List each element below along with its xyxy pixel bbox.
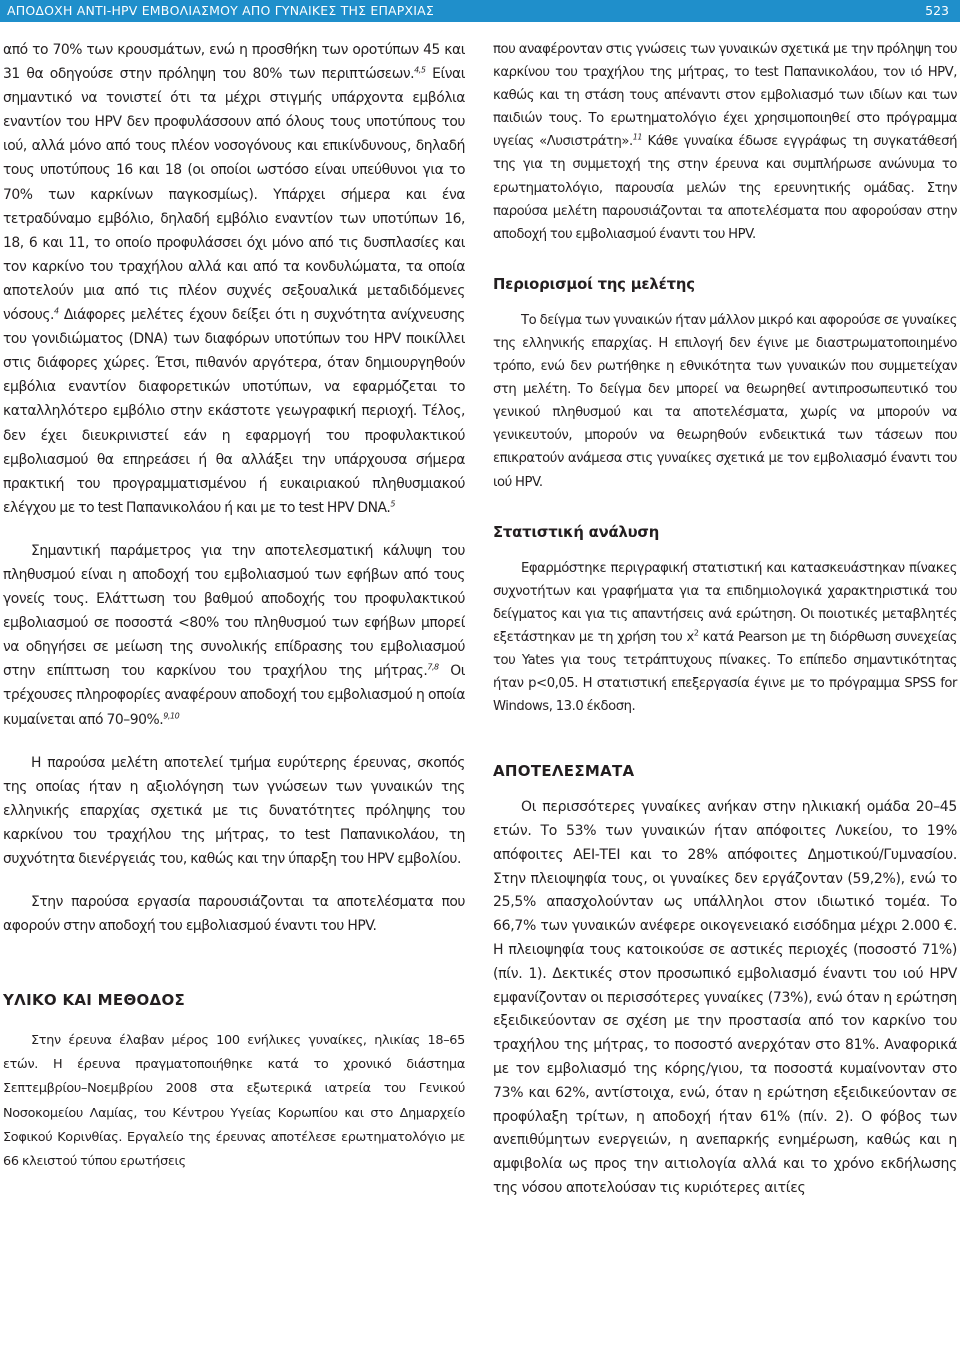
paragraph-statistics: Εφαρμόστηκε περιγραφική στατιστική και κατασκευάστηκαν πίνακες συχνοτήτων και γραφήματα για τα επιδημιολογικά χαρακτηριστικά του δείγματος και για τις απαντήσεις ανά ερώτηση. Οι ποιοτικές μεταβλητές εξετάστηκαν με τη χρήση του $x^2$ κατά Pearson με τη διόρθωση συνεχείας του Yates για τους τετράπτυχους πίνακες. Το επίπεδο σημαντικότητας ήταν p<0,05. Η στατιστική επεξεργασία έγινε με το πρόγραμμα SPSS for Windows, 13.0 έκδοση.	[493, 560, 957, 715]
paragraph-study-scope: Στην παρούσα εργασία παρουσιάζονται τα αποτελέσματα που αφορούν στην αποδοχή του εμβολιασμού έναντι του HPV.	[3, 894, 465, 935]
paragraph-results: Οι περισσότερες γυναίκες ανήκαν στην ηλικιακή ομάδα 20–45 ετών. Το 53% των γυναικών ήταν απόφοιτες Λυκείου, το 19% απόφοιτες ΑΕΙ-ΤΕΙ και το 28% απόφοιτες Δημοτικού/Γυμνασίου. Στην πλειοψηφία τους, οι γυναίκες δεν εργάζονταν (59,2%), ενώ το 25,5% απασχολούνταν ως υπάλληλοι στον ιδιωτικό τομέα. Το 66,7% των γυναικών ανέφερε οικογενειακό εισόδημα μέχρι 2.000 €. Η πλειοψηφία τους κατοικούσε σε αστικές περιοχές (ποσοστό 71%) (πίν. 1). Δεκτικές στον προσωπικό εμβολιασμό έναντι του ιού HPV εμφανίζονταν οι περισσότερες γυναίκες (73%), ενώ όταν η ερώτηση εξειδικεύονταν σε σχέση με την προστασία από τον καρκίνο του τραχήλου της μήτρας, το ποσοστό ανερχόταν στο 81%. Αναφορικά με τον εμβολιασμό της κόρης/γιου, τα ποσοστά κυμαίνονταν στο 73% και 62%, αντίστοιχα, ενώ, όταν η ερώτηση εξειδικεύονταν σε προφύλαξη τρίτων, η αποδοχή ήταν 61% (πίν. 2). Ο φόβος των ανεπιθύμητων ενεργειών, η ανεπαρκής ενημέρωση, καθώς και η αμφιβολία ως προς την αιτιολογία αλλά και το χρόνο εκδήλωσης της νόσου αποτελούσαν τις κυριότερες αιτίες	[493, 799, 957, 1196]
left-column	[3, 38, 465, 1174]
paragraph-acceptance: Σημαντική παράμετρος για την αποτελεσματική κάλυψη του πληθυσμού είναι η αποδοχή του εμβολιασμού των εφήβων από τους γονείς τους. Ελάττωση του βαθμού αποδοχής του προφυλακτικού εμβολιασμού σε ποσοστά <80% του πληθυσμού των εφήβων μπορεί να οδηγήσει σε μείωση της συνολικής επίδρασης του εμβολιασμού στην επίπτωση του καρκίνου του τραχήλου της μήτρας.$^{7,8}$ Οι τρέχουσες πληροφορίες αναφέρουν αποδοχή του εμβολιασμού η οποία κυμαίνεται από 70–90%.$^{9,10}$	[3, 542, 465, 728]
superscript: 2	[693, 628, 699, 638]
paragraph-limitations: Το δείγμα των γυναικών ήταν μάλλον μικρό και αφορούσε σε γυναίκες της ελληνικής επαρχίας. Η επιλογή δεν έγινε με διαστρωματοποιημένο τρόπο, ενώ δεν ρωτήθηκε η εθνικότητα των γυναικών που συμμετείχαν στη μελέτη. Το δείγμα δεν μπορεί να θεωρηθεί αντιπροσωπευτικό του γενικού πληθυσμού και τα αποτελέσματα, χωρίς να μπορούν να γενικευτούν, μπορούν να θεωρηθούν ενδεικτικά των τάσεων που επικρατούν ανάμεσα στις γυναίκες σχετικά με τον εμβολιασμό έναντι του ιού HPV.	[493, 312, 957, 490]
right-column	[493, 38, 957, 1201]
running-title: ΑΠΟΔΟΧΗ ΑΝΤΙ-HPV ΕΜΒΟΛΙΑΣΜΟΥ ΑΠΟ ΓΥΝΑΙΚΕΣ ΤΗΣ ΕΠΑΡΧΙΑΣ	[7, 3, 435, 18]
paragraph-methods: Στην έρευνα έλαβαν μέρος 100 ενήλικες γυναίκες, ηλικίας 18–65 ετών. Η έρευνα πραγματοποιήθηκε κατά το χρονικό διάστημα Σεπτεμβρίου–Νοεμβρίου 2008 στα εξωτερικά ιατρεία του Γενικού Νοσοκομείου Λαμίας, του Κέντρου Υγείας Κορωπίου και στο Δημαρχείο Σοφικού Κορινθίας. Εργαλείο της έρευνας αποτέλεσε ερωτηματολόγιο με 66 κλειστού τύπου ερωτήσεις	[3, 1033, 465, 1169]
citation: 4,5	[414, 65, 426, 75]
section-heading-limitations: Περιορισμοί της μελέτης	[493, 275, 695, 293]
paragraph-intro-vaccines: από το 70% των κρουσμάτων, ενώ η προσθήκη των οροτύπων 45 και 31 θα οδηγούσε στην πρόληψη του 80% των περιπτώσεων.$^{4,5}$ Είναι σημαντικό να τονιστεί ότι τα μέχρι στιγμής υπάρχοντα εμβόλια εναντίον του HPV δεν προφυλάσσουν από όλους τους υποτύπους του ιού, αλλά μόνο από τους πλέον νοσογόνους και επικίνδυνους, δηλαδή τους υποτύπους 16 και 18 (οι οποίοι ωστόσο είναι υπεύθυνοι για το 70% των καρκίνων παγκοσμίως). Υπάρχει σήμερα και ένα τετραδύναμο εμβόλιο, δηλαδή εμβόλιο εναντίον των υποτύπων 16, 18, 6 και 11, το οποίο προφυλάσσει όχι μόνο από τις δυσπλασίες και τον καρκίνο του τραχήλου αλλά και από τα κονδυλώματα, τα οποία αποτελούν μια από τις πλέον συχνές σεξουαλικά μεταδιδόμενες νόσους.$^4$ Διάφορες μελέτες έχουν δείξει ότι η συχνότητα ανίχνευσης του γονιδιώματος (DNA) των διαφόρων υποτύπων του HPV ποικίλλει στις διάφορες χώρες. Έτσι, πιθανόν αργότερα, όταν δημιουργηθούν εμβόλια εναντίον διαφορετικών υποτύπων, να εφαρμόζεται το καταλληλότερο εμβόλιο στην εκάστοτε γεωγραφική περιοχή. Τέλος, δεν έχει διευκρινιστεί εάν η εφαρμογή του προφυλακτικού εμβολιασμού θα επηρεάσει ή θα αλλάξει την υπάρχουσα σήμερα πρακτική του προγραμματισμένου ή ευκαιριακού πληθυσμιακού ελέγχου με το test Παπανικολάου ή και με το test HPV DNA.$^5$	[3, 42, 465, 516]
citation: 4	[54, 306, 59, 316]
section-heading-results: ΑΠΟΤΕΛΕΣΜΑΤΑ	[493, 762, 635, 781]
running-header	[0, 0, 960, 22]
paragraph-questionnaire: που αναφέρονταν στις γνώσεις των γυναικών σχετικά με την πρόληψη του καρκίνου του τραχήλου της μήτρας, το test Παπανικολάου, τον ιό HPV, καθώς και τη στάση τους απέναντι στον εμβολιασμό των ιδίων και των παιδιών τους. Το ερωτηματολόγιο έχει χρησιμοποιηθεί στο πρόγραμμα υγείας «Λυσιστράτη».$^{11}$ Κάθε γυναίκα έδωσε εγγράφως τη συγκατάθεσή της για τη συμμετοχή της στην έρευνα και συμπλήρωσε ανώνυμα το ερωτηματολόγιο, παρουσία μελών της ερευνητικής ομάδας. Στην παρούσα μελέτη παρουσιάζονται τα αποτελέσματα που αφορούσαν στην αποδοχή του εμβολιασμού έναντι του HPV.	[493, 42, 957, 242]
citation: 9,10	[163, 710, 180, 720]
page-number: 523	[925, 3, 949, 18]
section-heading-methods: ΥΛΙΚΟ ΚΑΙ ΜΕΘΟΔΟΣ	[3, 991, 186, 1010]
section-heading-statistics: Στατιστική ανάλυση	[493, 523, 660, 541]
paragraph-study-aim: Η παρούσα μελέτη αποτελεί τμήμα ευρύτερης έρευνας, σκοπός της οποίας ήταν η αξιολόγηση των γνώσεων των γυναικών της ελληνικής επαρχίας σχετικά με τις δυνατότητες πρόληψης του καρκίνου του τραχήλου της μήτρας, το test Παπανικολάου, τη συχνότητα διενέργειάς του, καθώς και την ύπαρξη του HPV εμβολίου.	[3, 754, 465, 867]
citation: 5	[390, 499, 395, 509]
citation: 11	[632, 132, 643, 142]
citation: 7,8	[427, 662, 439, 672]
